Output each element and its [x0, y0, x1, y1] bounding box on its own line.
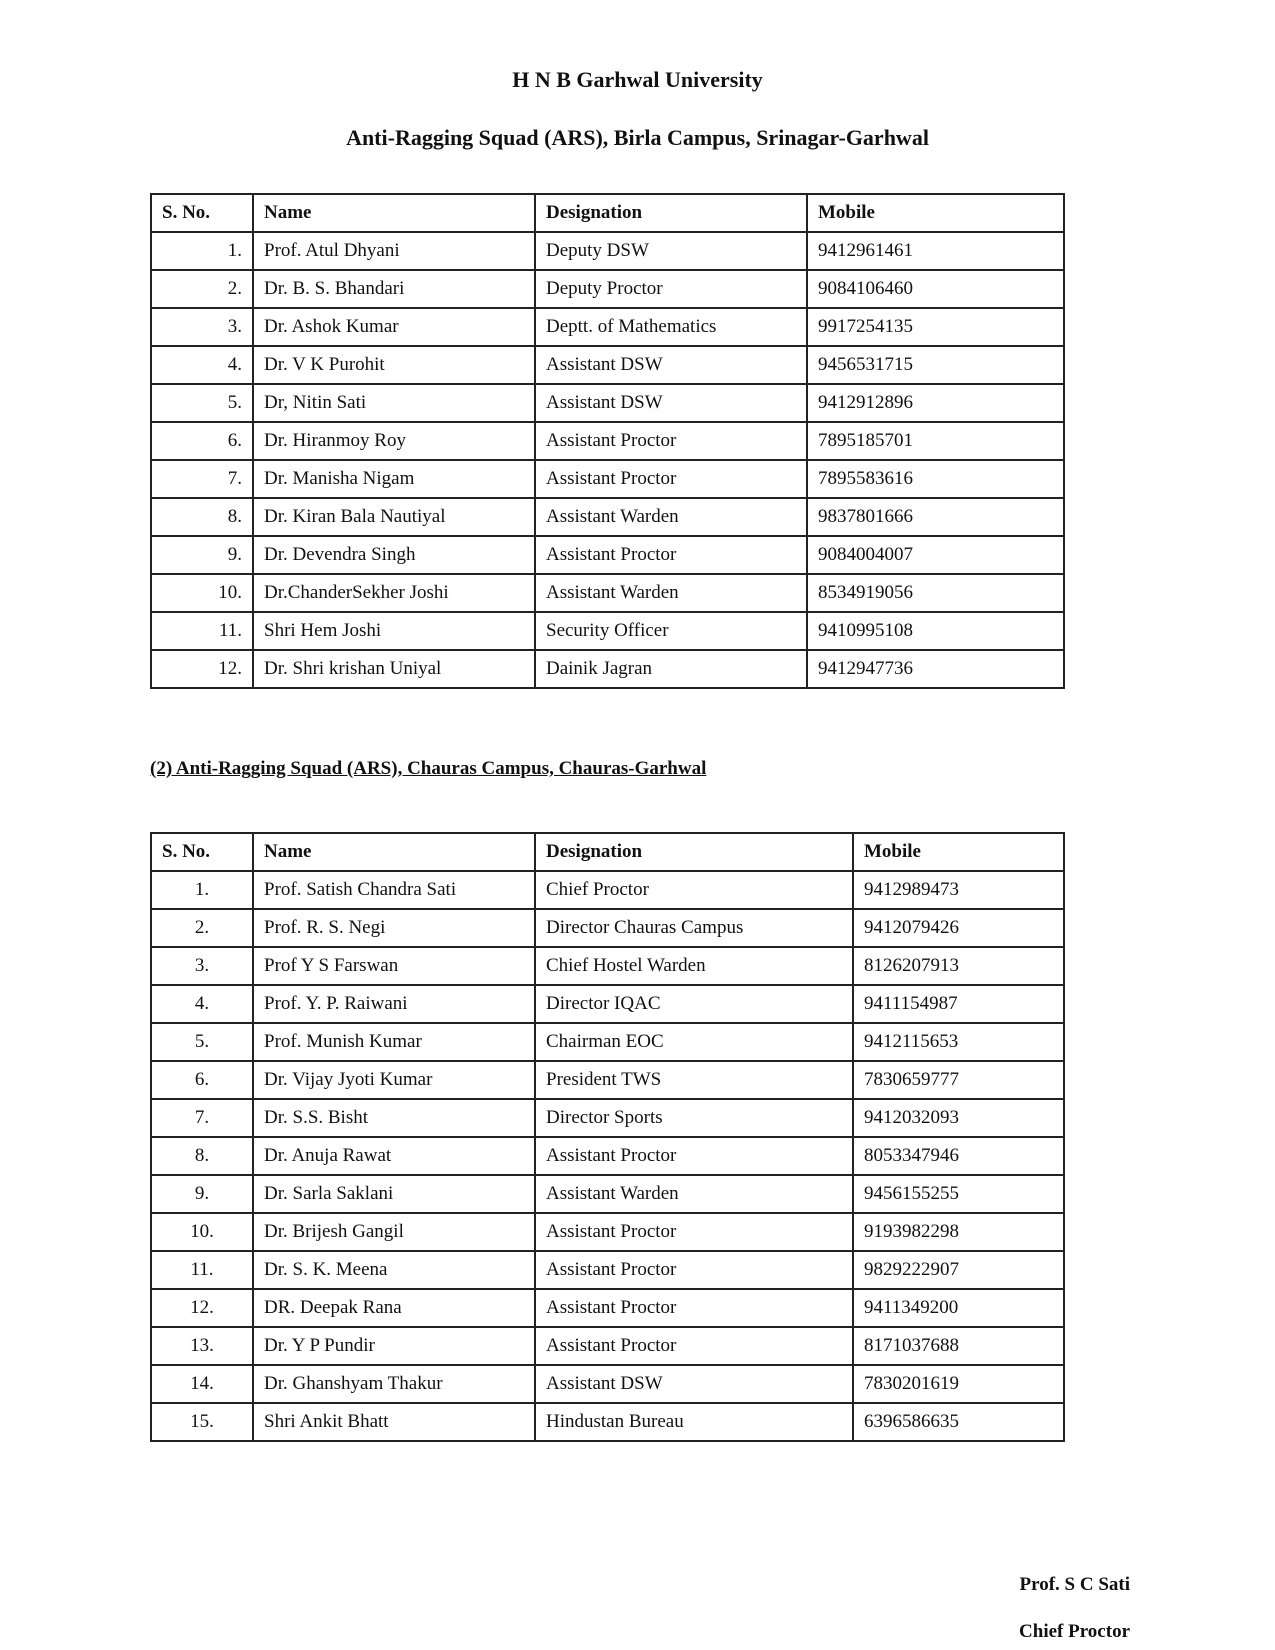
cell-designation: Deputy Proctor — [535, 270, 807, 308]
table-row — [151, 1213, 1064, 1251]
cell-mobile: 8126207913 — [853, 947, 1064, 985]
signatory-name: Prof. S C Sati — [1019, 1574, 1130, 1595]
cell-designation: President TWS — [535, 1061, 853, 1099]
cell-sno: 7. — [151, 1099, 253, 1137]
column-header-name: Name — [253, 833, 535, 871]
table-row — [151, 612, 1064, 650]
table-row — [151, 1099, 1064, 1137]
cell-sno: 4. — [151, 346, 253, 384]
table-row — [151, 909, 1064, 947]
cell-name: Dr. V K Purohit — [253, 346, 535, 384]
cell-designation: Chairman EOC — [535, 1023, 853, 1061]
cell-designation: Deptt. of Mathematics — [535, 308, 807, 346]
table-row — [151, 308, 1064, 346]
cell-designation: Assistant DSW — [535, 1365, 853, 1403]
cell-mobile: 9412032093 — [853, 1099, 1064, 1137]
cell-name: Dr. Sarla Saklani — [253, 1175, 535, 1213]
cell-name: Dr. Shri krishan Uniyal — [253, 650, 535, 688]
cell-name: Dr. Hiranmoy Roy — [253, 422, 535, 460]
cell-designation: Deputy DSW — [535, 232, 807, 270]
cell-mobile: 9829222907 — [853, 1251, 1064, 1289]
cell-sno: 5. — [151, 1023, 253, 1061]
cell-mobile: 9456155255 — [853, 1175, 1064, 1213]
cell-mobile: 9412079426 — [853, 909, 1064, 947]
cell-mobile: 8171037688 — [853, 1327, 1064, 1365]
cell-sno: 3. — [151, 947, 253, 985]
table-row — [151, 536, 1064, 574]
chauras-campus-table — [150, 832, 1065, 1442]
table-row — [151, 985, 1064, 1023]
cell-mobile: 7830201619 — [853, 1365, 1064, 1403]
table-row — [151, 498, 1064, 536]
table-row — [151, 574, 1064, 612]
column-header-sno: S. No. — [151, 194, 253, 232]
birla-table-body — [151, 232, 1064, 688]
column-header-mobile: Mobile — [853, 833, 1064, 871]
table-row — [151, 947, 1064, 985]
cell-mobile: 7895583616 — [807, 460, 1064, 498]
column-header-sno: S. No. — [151, 833, 253, 871]
cell-mobile: 9412115653 — [853, 1023, 1064, 1061]
cell-mobile: 9411349200 — [853, 1289, 1064, 1327]
table-row — [151, 871, 1064, 909]
table-row — [151, 1327, 1064, 1365]
cell-mobile: 9410995108 — [807, 612, 1064, 650]
cell-designation: Assistant Proctor — [535, 1289, 853, 1327]
cell-mobile: 9084106460 — [807, 270, 1064, 308]
column-header-name: Name — [253, 194, 535, 232]
table-row — [151, 384, 1064, 422]
cell-sno: 12. — [151, 1289, 253, 1327]
cell-name: Dr. S.S. Bisht — [253, 1099, 535, 1137]
cell-mobile: 9412989473 — [853, 871, 1064, 909]
table-row — [151, 650, 1064, 688]
cell-sno: 11. — [151, 612, 253, 650]
table-row — [151, 1251, 1064, 1289]
cell-designation: Assistant Proctor — [535, 1251, 853, 1289]
cell-name: Prof. Munish Kumar — [253, 1023, 535, 1061]
cell-name: Prof. Satish Chandra Sati — [253, 871, 535, 909]
cell-name: Dr. Anuja Rawat — [253, 1137, 535, 1175]
cell-designation: Director IQAC — [535, 985, 853, 1023]
cell-mobile: 6396586635 — [853, 1403, 1064, 1441]
cell-designation: Director Chauras Campus — [535, 909, 853, 947]
cell-name: Shri Hem Joshi — [253, 612, 535, 650]
table-header-row — [151, 833, 1064, 871]
cell-designation: Chief Hostel Warden — [535, 947, 853, 985]
cell-sno: 6. — [151, 1061, 253, 1099]
cell-designation: Assistant Warden — [535, 574, 807, 612]
cell-designation: Chief Proctor — [535, 871, 853, 909]
chauras-section-heading: (2) Anti-Ragging Squad (ARS), Chauras Campus, Chauras-Garhwal — [150, 758, 707, 779]
signatory-title: Chief Proctor — [1019, 1621, 1130, 1642]
cell-name: Dr, Nitin Sati — [253, 384, 535, 422]
cell-designation: Assistant Proctor — [535, 460, 807, 498]
cell-sno: 8. — [151, 498, 253, 536]
table-row — [151, 1023, 1064, 1061]
cell-sno: 10. — [151, 1213, 253, 1251]
column-header-designation: Designation — [535, 833, 853, 871]
cell-mobile: 7830659777 — [853, 1061, 1064, 1099]
cell-designation: Assistant Proctor — [535, 1327, 853, 1365]
cell-sno: 13. — [151, 1327, 253, 1365]
table-row — [151, 1289, 1064, 1327]
cell-mobile: 8534919056 — [807, 574, 1064, 612]
cell-designation: Director Sports — [535, 1099, 853, 1137]
cell-designation: Assistant Proctor — [535, 1213, 853, 1251]
cell-sno: 9. — [151, 1175, 253, 1213]
cell-name: Dr. Brijesh Gangil — [253, 1213, 535, 1251]
cell-name: Prof. R. S. Negi — [253, 909, 535, 947]
table-row — [151, 1365, 1064, 1403]
cell-designation: Hindustan Bureau — [535, 1403, 853, 1441]
cell-mobile: 9456531715 — [807, 346, 1064, 384]
cell-name: Dr. Y P Pundir — [253, 1327, 535, 1365]
cell-designation: Assistant Proctor — [535, 422, 807, 460]
cell-sno: 1. — [151, 232, 253, 270]
cell-mobile: 8053347946 — [853, 1137, 1064, 1175]
table-row — [151, 422, 1064, 460]
chauras-table-body — [151, 871, 1064, 1441]
table-header-row — [151, 194, 1064, 232]
cell-designation: Security Officer — [535, 612, 807, 650]
cell-name: Dr. Ghanshyam Thakur — [253, 1365, 535, 1403]
column-header-designation: Designation — [535, 194, 807, 232]
cell-sno: 15. — [151, 1403, 253, 1441]
cell-name: Prof Y S Farswan — [253, 947, 535, 985]
cell-name: Dr.ChanderSekher Joshi — [253, 574, 535, 612]
cell-name: Dr. Ashok Kumar — [253, 308, 535, 346]
page-title: H N B Garhwal University — [512, 67, 763, 92]
cell-designation: Assistant DSW — [535, 346, 807, 384]
cell-name: Dr. Vijay Jyoti Kumar — [253, 1061, 535, 1099]
cell-mobile: 9412912896 — [807, 384, 1064, 422]
cell-designation: Assistant Warden — [535, 498, 807, 536]
table-row — [151, 1061, 1064, 1099]
cell-sno: 6. — [151, 422, 253, 460]
cell-sno: 14. — [151, 1365, 253, 1403]
cell-sno: 1. — [151, 871, 253, 909]
cell-mobile: 9917254135 — [807, 308, 1064, 346]
cell-designation: Dainik Jagran — [535, 650, 807, 688]
page-subtitle: Anti-Ragging Squad (ARS), Birla Campus, Srinagar-Garhwal — [346, 125, 929, 150]
cell-mobile: 9412947736 — [807, 650, 1064, 688]
cell-sno: 10. — [151, 574, 253, 612]
cell-sno: 5. — [151, 384, 253, 422]
table-row — [151, 1137, 1064, 1175]
cell-mobile: 9193982298 — [853, 1213, 1064, 1251]
cell-sno: 2. — [151, 270, 253, 308]
cell-mobile: 9412961461 — [807, 232, 1064, 270]
cell-name: Shri Ankit Bhatt — [253, 1403, 535, 1441]
cell-name: Prof. Atul Dhyani — [253, 232, 535, 270]
cell-sno: 11. — [151, 1251, 253, 1289]
cell-mobile: 9837801666 — [807, 498, 1064, 536]
table-row — [151, 1403, 1064, 1441]
cell-designation: Assistant Proctor — [535, 536, 807, 574]
cell-mobile: 9084004007 — [807, 536, 1064, 574]
cell-sno: 12. — [151, 650, 253, 688]
table-row — [151, 460, 1064, 498]
cell-designation: Assistant DSW — [535, 384, 807, 422]
cell-sno: 7. — [151, 460, 253, 498]
birla-campus-table — [150, 193, 1065, 689]
table-row — [151, 232, 1064, 270]
cell-sno: 4. — [151, 985, 253, 1023]
table-row — [151, 1175, 1064, 1213]
cell-name: Dr. Manisha Nigam — [253, 460, 535, 498]
cell-name: Dr. S. K. Meena — [253, 1251, 535, 1289]
cell-name: Prof. Y. P. Raiwani — [253, 985, 535, 1023]
cell-designation: Assistant Proctor — [535, 1137, 853, 1175]
table-row — [151, 270, 1064, 308]
cell-sno: 9. — [151, 536, 253, 574]
cell-sno: 8. — [151, 1137, 253, 1175]
cell-name: Dr. B. S. Bhandari — [253, 270, 535, 308]
table-row — [151, 346, 1064, 384]
cell-name: Dr. Kiran Bala Nautiyal — [253, 498, 535, 536]
column-header-mobile: Mobile — [807, 194, 1064, 232]
cell-mobile: 9411154987 — [853, 985, 1064, 1023]
cell-sno: 3. — [151, 308, 253, 346]
cell-mobile: 7895185701 — [807, 422, 1064, 460]
cell-name: DR. Deepak Rana — [253, 1289, 535, 1327]
cell-designation: Assistant Warden — [535, 1175, 853, 1213]
cell-name: Dr. Devendra Singh — [253, 536, 535, 574]
cell-sno: 2. — [151, 909, 253, 947]
